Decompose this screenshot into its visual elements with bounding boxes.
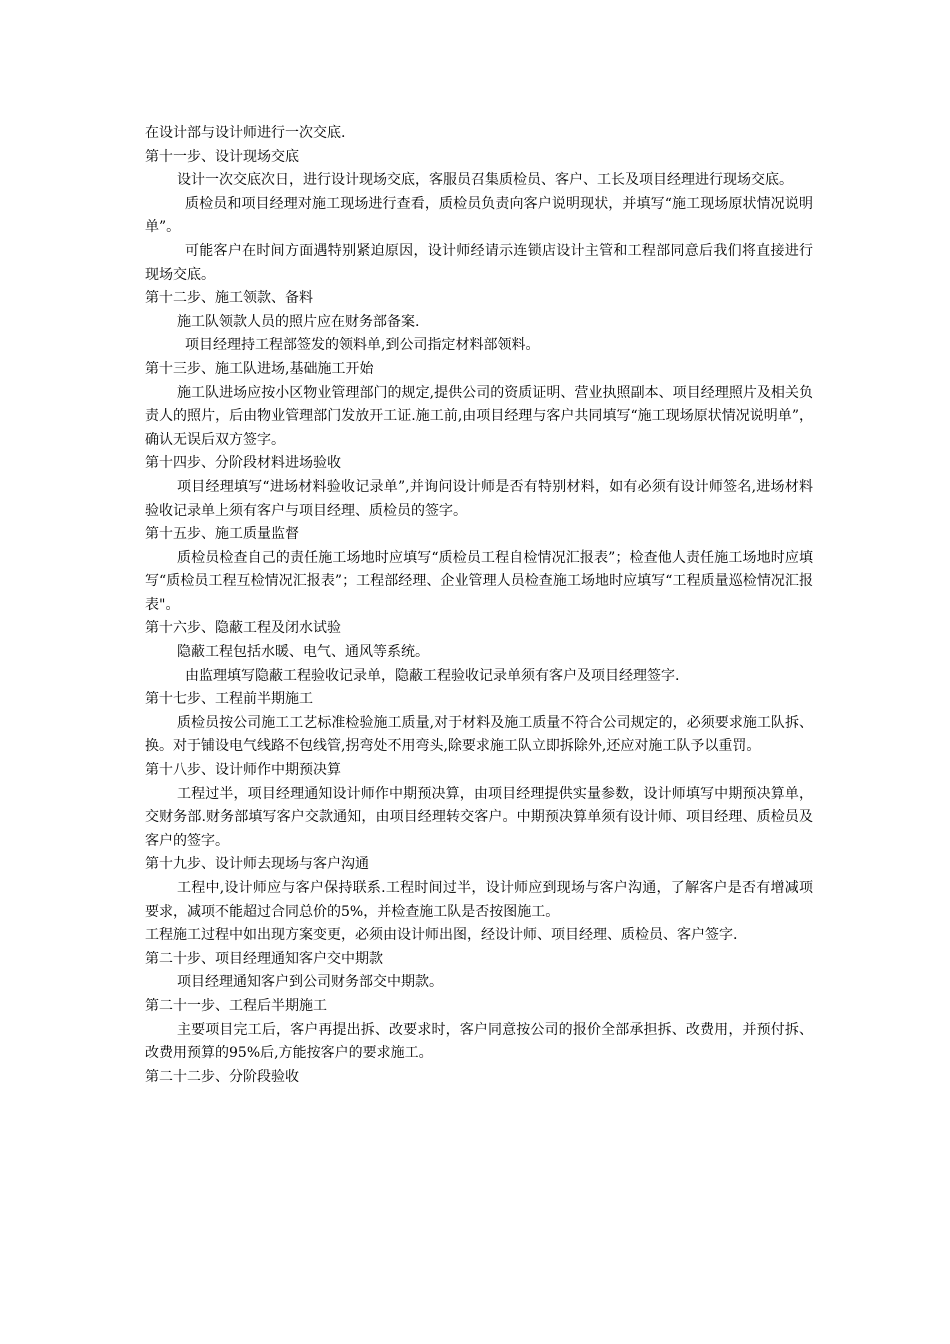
paragraph: 工程施工过程中如出现方案变更，必须由设计师出图，经设计师、项目经理、质检员、客户签字. (145, 927, 738, 944)
paragraph: 隐蔽工程包括水暖、电气、通风等系统。 (177, 644, 429, 661)
step-heading: 第二十步、项目经理通知客户交中期款 (145, 950, 383, 967)
paragraph: 项目经理填写“进场材料验收记录单”,并询问设计师是否有特别材料，如有必须有设计师签名,进场材料验收记录单上须有客户与项目经理、质检员的签字。 (145, 478, 813, 519)
step-heading: 第十二步、施工领款、备料 (145, 290, 313, 307)
step-heading: 第十九步、设计师去现场与客户沟通 (145, 856, 369, 873)
paragraph: 质检员和项目经理对施工现场进行查看，质检员负责向客户说明现状，并填写“施工现场原状情况说明单”。 (145, 195, 813, 236)
paragraph: 质检员检查自己的责任施工场地时应填写“质检员工程自检情况汇报表”；检查他人责任施工场地时应填写“质检员工程互检情况汇报表”；工程部经理、企业管理人员检查施工场地时应填写“工程质量巡检情况汇报表"。 (145, 549, 813, 613)
step-heading: 第二十二步、分阶段验收 (145, 1068, 299, 1085)
step-heading: 第十四步、分阶段材料进场验收 (145, 455, 341, 472)
step-heading: 第十八步、设计师作中期预决算 (145, 762, 341, 779)
paragraph: 设计一次交底次日，进行设计现场交底，客服员召集质检员、客户、工长及项目经理进行现场交底。 (177, 172, 793, 189)
step-heading: 第十一步、设计现场交底 (145, 148, 299, 165)
paragraph: 由监理填写隐蔽工程验收记录单，隐蔽工程验收记录单须有客户及项目经理签字. (185, 667, 680, 684)
paragraph: 工程中,设计师应与客户保持联系.工程时间过半，设计师应到现场与客户沟通，了解客户是否有增减项要求，减项不能超过合同总价的5%，并检查施工队是否按图施工。 (145, 880, 813, 920)
paragraph: 质检员按公司施工工艺标准检验施工质量,对于材料及施工质量不符合公司规定的，必须要求施工队拆、换。对于铺设电气线路不包线管,拐弯处不用弯头,除要求施工队立即拆除外,还应对施工队予以重罚。 (145, 714, 813, 755)
paragraph: 施工队进场应按小区物业管理部门的规定,提供公司的资质证明、营业执照副本、项目经理照片及相关负责人的照片，后由物业管理部门发放开工证.施工前,由项目经理与客户共同填写“施工现场原状情况说明单”，确认无误后双方签字。 (145, 384, 813, 448)
step-heading: 第十三步、施工队进场,基础施工开始 (145, 360, 374, 377)
step-heading: 第十六步、隐蔽工程及闭水试验 (145, 620, 341, 637)
step-heading: 第二十一步、工程后半期施工 (145, 997, 327, 1014)
paragraph: 项目经理持工程部签发的领料单,到公司指定材料部领料。 (185, 337, 540, 354)
step-heading: 第十七步、工程前半期施工 (145, 691, 313, 708)
paragraph: 可能客户在时间方面遇特别紧迫原因，设计师经请示连锁店设计主管和工程部同意后我们将直接进行现场交底。 (145, 242, 813, 283)
step-heading: 第十五步、施工质量监督 (145, 526, 299, 543)
paragraph: 在设计部与设计师进行一次交底. (145, 125, 346, 141)
document-body (145, 122, 813, 1089)
paragraph: 施工队领款人员的照片应在财务部备案. (177, 313, 420, 330)
paragraph: 主要项目完工后，客户再提出拆、改要求时，客户同意按公司的报价全部承担拆、改费用，并预付拆、改费用预算的95%后,方能按客户的要求施工。 (145, 1021, 813, 1062)
paragraph: 工程过半，项目经理通知设计师作中期预决算，由项目经理提供实量参数，设计师填写中期预决算单，交财务部.财务部填写客户交款通知，由项目经理转交客户。中期预决算单须有设计师、项目经理、质检员及客户的签字。 (145, 785, 813, 849)
paragraph: 项目经理通知客户到公司财务部交中期款。 (177, 974, 443, 991)
